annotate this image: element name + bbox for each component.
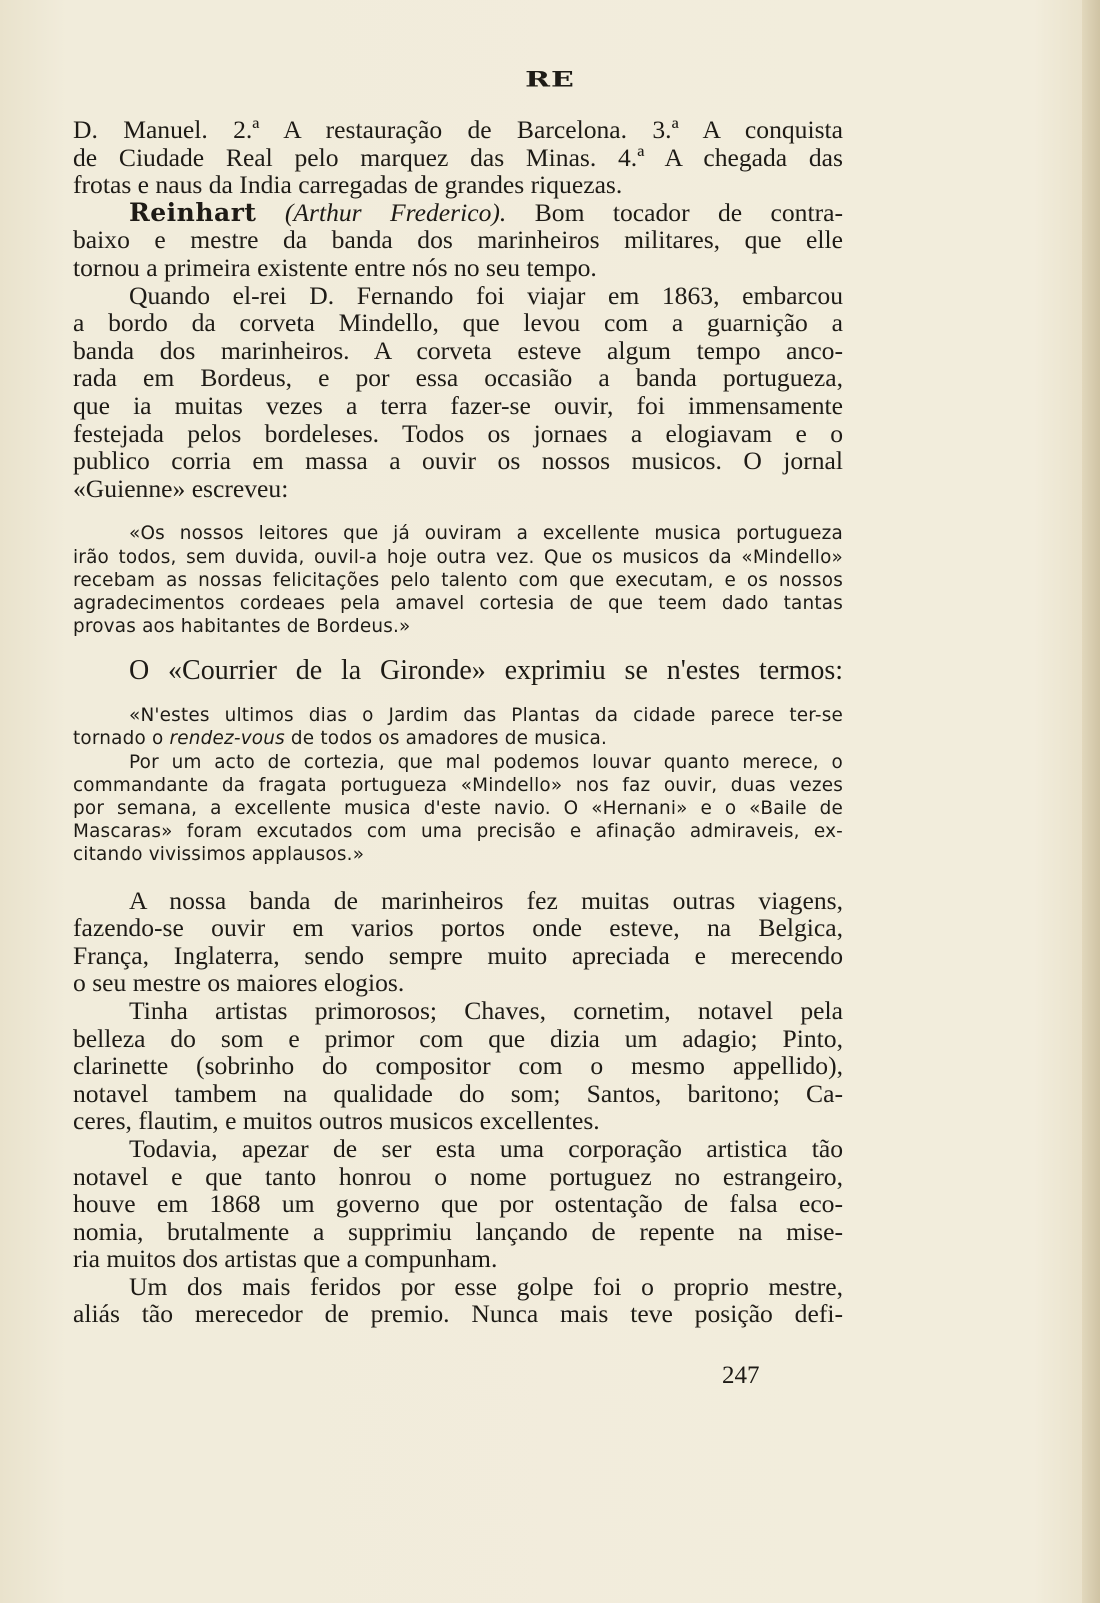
quote-guienne	[73, 522, 843, 638]
quote-line: por semana, a excellente musica d'este navio. O «Hernani» e o «Baile de	[73, 798, 843, 819]
quote-line: citando vivissimos applausos.»	[73, 844, 365, 866]
text-line: festejada pelos bordeleses. Todos os jornaes a elogiavam e o	[73, 418, 843, 448]
quote-line: recebam as nossas felicitações pelo talento com que executam, e os nossos	[73, 569, 843, 591]
quote-line: «N'estes ultimos dias o Jardim das Plantas da cidade parece ter-se	[129, 705, 843, 727]
paragraph-3	[73, 282, 843, 503]
text-fragment: de todos os amadores de musica.	[284, 728, 608, 750]
text-line: ria muitos dos artistas que a compunham.	[73, 1244, 498, 1274]
text-line: notavel tambem na qualidade do som; Santos, baritono; Ca-	[73, 1078, 843, 1108]
quote-courrier	[73, 704, 843, 866]
text-line: «Guienne» escreveu:	[73, 473, 289, 503]
text-line: tornou a primeira existente entre nós no seu tempo.	[73, 252, 597, 282]
text-line: nomia, brutalmente a supprimiu lançando de repente na mise-	[73, 1216, 843, 1246]
text-line: aliás tão merecedor de premio. Nunca mais teve posição defi-	[73, 1299, 843, 1329]
body-text	[73, 116, 843, 1328]
text-line: belleza do som e primor com que dizia um adagio; Pinto,	[73, 1023, 843, 1053]
courrier-line: O «Courrier de la Gironde» exprimiu se n'estes termos:	[129, 655, 843, 687]
paragraph-4	[73, 887, 843, 997]
page-edge	[1082, 0, 1100, 1603]
text-line: Todavia, apezar de ser esta uma corporação artistica tão	[129, 1133, 843, 1163]
quote-line: «Os nossos leitores que já ouviram a excellente musica portugueza	[129, 523, 843, 545]
text-line: Um dos mais feridos por esse golpe foi o proprio mestre,	[129, 1271, 843, 1301]
paragraph-reinhart	[73, 199, 843, 282]
entry-name-parenthetical: (Arthur Frederico).	[256, 197, 507, 227]
text-line: frotas e naus da India carregadas de grandes riquezas.	[73, 170, 623, 200]
text-line: França, Inglaterra, sendo sempre muito apreciada e merecendo	[73, 940, 843, 970]
quote-line: provas aos habitantes de Bordeus.»	[73, 616, 411, 638]
text-line: publico corria em massa a ouvir os nossos musicos. O jornal	[73, 446, 843, 476]
text-line: A nossa banda de marinheiros fez muitas outras viagens,	[129, 885, 843, 915]
text-line: ceres, flautim, e muitos outros musicos excellentes.	[73, 1106, 600, 1136]
paragraph-5	[73, 997, 843, 1135]
text-line: baixo e mestre da banda dos marinheiros militares, que elle	[73, 225, 843, 255]
text-line: o seu mestre os maiores elogios.	[73, 968, 405, 998]
text-line: que ia muitas vezes a terra fazer-se ouvir, foi immensamente	[73, 390, 843, 420]
quote-line: Mascaras» foram excutados com uma precisão e afinação admiraveis, ex-	[73, 821, 843, 843]
text-line: D. Manuel. 2.ª A restauração de Barcelona. 3.ª A conquista	[73, 115, 843, 144]
italic-term: rendez-vous	[169, 728, 285, 750]
paragraph-6	[73, 1135, 843, 1273]
quote-line: commandante da fragata portugueza «Mindello» nos faz ouvir, duas vezes	[73, 774, 843, 796]
text-fragment: tornado o	[73, 728, 170, 750]
text-line: banda dos marinheiros. A corveta esteve algum tempo anco-	[73, 335, 843, 365]
text-line: fazendo-se ouvir em varios portos onde esteve, na Belgica,	[73, 913, 843, 943]
text-line: houve em 1868 um governo que por ostentação de falsa eco-	[73, 1189, 843, 1219]
running-header: RE	[525, 66, 575, 93]
text-line: Quando el-rei D. Fernando foi viajar em 1863, embarcou	[129, 280, 843, 310]
text-line: Tinha artistas primorosos; Chaves, cornetim, notavel pela	[129, 995, 843, 1025]
paragraph-7	[73, 1273, 843, 1328]
text-line: de Ciudade Real pelo marquez das Minas. 4.ª A chegada das	[73, 142, 843, 172]
quote-line	[73, 727, 843, 750]
entry-name: Reinhart	[129, 197, 257, 227]
text-line: notavel e que tanto honrou o nome portuguez no estrangeiro,	[73, 1161, 843, 1191]
quote-line: irão todos, sem duvida, ouvil-a hoje outra vez. Que os musicos da «Mindello»	[73, 546, 843, 568]
text-line: a bordo da corveta Mindello, que levou com a guarnição a	[73, 308, 843, 338]
text-line	[73, 199, 843, 227]
quote-line: Por um acto de cortezia, que mal podemos louvar quanto merece, o	[129, 751, 843, 773]
text-line: clarinette (sobrinho do compositor com o mesmo appellido),	[73, 1051, 843, 1081]
quote-line: agradecimentos cordeaes pela amavel cortesia de que teem dado tantas	[73, 592, 843, 614]
page-number: 247	[722, 1362, 760, 1389]
paragraph-1	[73, 116, 843, 199]
text-fragment: Bom tocador de contra-	[506, 197, 843, 227]
text-line: rada em Bordeus, e por essa occasião a banda portugueza,	[73, 363, 843, 393]
